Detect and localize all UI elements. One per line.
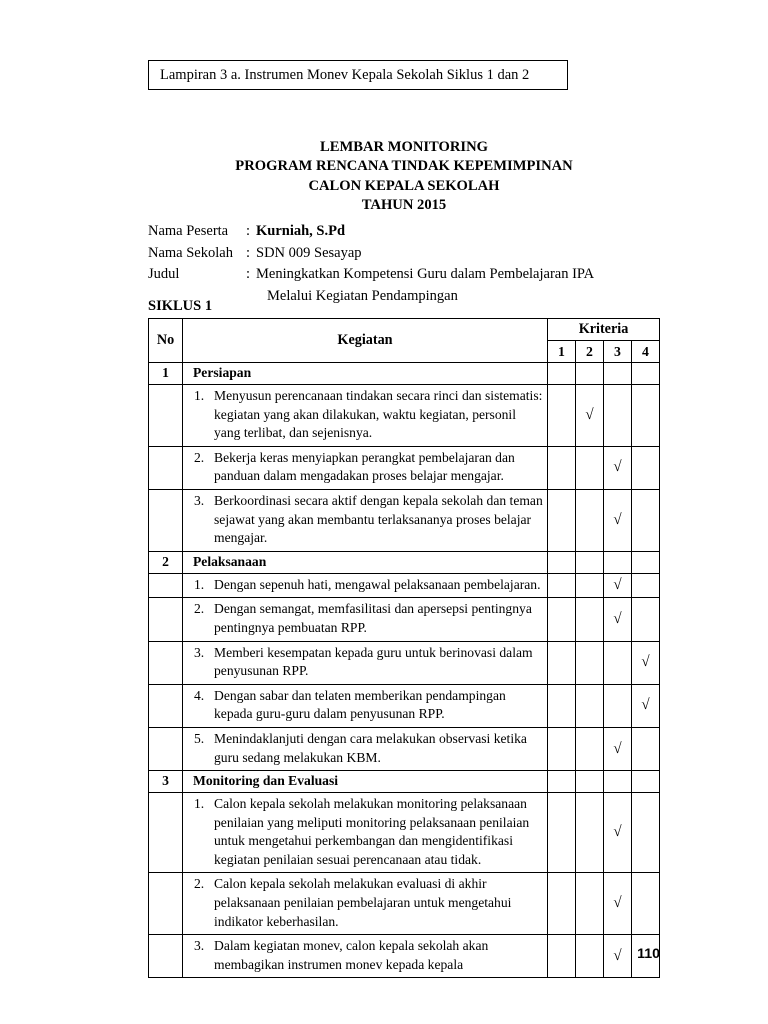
judul-value-line-2: Melalui Kegiatan Pendampingan: [267, 287, 458, 304]
field-nama-sekolah: [148, 243, 668, 265]
criteria-cell-3[interactable]: [604, 385, 632, 447]
title-line-3: CALON KEPALA SEKOLAH: [308, 177, 500, 194]
activity-text: Dengan sepenuh hati, mengawal pelaksanaan pembelajaran.: [214, 576, 541, 592]
criteria-cell-2[interactable]: [576, 771, 604, 793]
column-header-kriteria: Kriteria: [548, 319, 660, 341]
lampiran-header-text: Lampiran 3 a. Instrumen Monev Kepala Sekolah Siklus 1 dan 2: [160, 66, 530, 83]
table-section-row: [149, 551, 660, 573]
activity-text: Bekerja keras menyiapkan perangkat pembelajaran dan panduan dalam mengadakan proses belajar mengajar.: [214, 449, 515, 484]
nama-peserta-label: Nama Peserta: [148, 223, 229, 239]
table-row: [149, 446, 660, 489]
criteria-cell-3[interactable]: [604, 446, 632, 489]
activity-number: 1.: [194, 796, 205, 812]
participant-info: [148, 221, 668, 307]
criteria-cell-2[interactable]: [576, 573, 604, 598]
criteria-cell-1[interactable]: [548, 551, 576, 573]
activity-number: 3.: [194, 938, 205, 954]
field-nama-peserta: [148, 221, 668, 243]
criteria-cell-4[interactable]: [632, 684, 660, 727]
activity-number: 2.: [194, 449, 205, 465]
criteria-cell-2[interactable]: [576, 489, 604, 551]
nama-sekolah-separator: :: [246, 244, 251, 261]
activity-item: [183, 644, 543, 681]
criteria-cell-2[interactable]: [576, 684, 604, 727]
document-title: [148, 138, 660, 216]
activity-number: 3.: [194, 492, 205, 508]
criteria-cell-2[interactable]: [576, 363, 604, 385]
field-judul: [148, 264, 668, 307]
cell-no: 3: [149, 771, 183, 793]
activity-item: [183, 687, 543, 724]
cell-activity: [183, 684, 548, 727]
nama-sekolah-label: Nama Sekolah: [148, 244, 233, 261]
criteria-cell-4[interactable]: [632, 446, 660, 489]
check-mark-icon: √: [613, 947, 622, 964]
cell-section-title: Persiapan: [183, 363, 548, 385]
criteria-cell-3[interactable]: [604, 727, 632, 770]
activity-number: 2.: [194, 601, 205, 617]
criteria-cell-1[interactable]: [548, 727, 576, 770]
criteria-cell-3[interactable]: [604, 489, 632, 551]
judul-label: Judul: [148, 266, 180, 282]
table-row: [149, 641, 660, 684]
title-line-4: TAHUN 2015: [361, 197, 447, 214]
table-body: [149, 363, 660, 978]
criteria-cell-1[interactable]: [548, 641, 576, 684]
table-row: [149, 489, 660, 551]
cell-section-title: Monitoring dan Evaluasi: [183, 771, 548, 793]
activity-number: 3.: [194, 644, 205, 660]
criteria-cell-4[interactable]: [632, 489, 660, 551]
criteria-cell-4[interactable]: [632, 771, 660, 793]
cell-activity: [183, 573, 548, 598]
criteria-cell-3[interactable]: [604, 551, 632, 573]
criteria-cell-2[interactable]: [576, 385, 604, 447]
cell-no: [149, 489, 183, 551]
cell-no: [149, 727, 183, 770]
criteria-cell-3[interactable]: [604, 363, 632, 385]
activity-text: Calon kepala sekolah melakukan evaluasi di akhir pelaksanaan penilaian pembelajaran untuk mengetahui indikator keberhasilan.: [214, 876, 512, 929]
cell-no: [149, 573, 183, 598]
check-mark-icon: √: [613, 511, 622, 528]
cell-activity: [183, 873, 548, 935]
criteria-cell-3[interactable]: [604, 641, 632, 684]
criteria-cell-3[interactable]: [604, 598, 632, 641]
activity-number: 1.: [194, 388, 205, 403]
check-mark-icon: √: [613, 740, 622, 757]
column-header-k2: 2: [576, 341, 604, 363]
column-header-no: No: [149, 319, 183, 363]
activity-item: [183, 875, 543, 931]
activity-number: 2.: [194, 876, 205, 892]
table-header-row-1: [149, 319, 660, 341]
criteria-cell-1[interactable]: [548, 446, 576, 489]
title-line-2: PROGRAM RENCANA TINDAK KEPEMIMPINAN: [235, 158, 573, 175]
activity-item: [183, 730, 543, 767]
cell-no: 2: [149, 551, 183, 573]
criteria-cell-1[interactable]: [548, 363, 576, 385]
criteria-cell-2[interactable]: [576, 551, 604, 573]
criteria-cell-1[interactable]: [548, 793, 576, 873]
check-mark-icon: √: [613, 824, 622, 841]
table-row: [149, 684, 660, 727]
criteria-cell-1[interactable]: [548, 573, 576, 598]
cell-section-title: Pelaksanaan: [183, 551, 548, 573]
check-mark-icon: √: [613, 459, 622, 476]
criteria-cell-4[interactable]: [632, 793, 660, 873]
activity-text: Memberi kesempatan kepada guru untuk berinovasi dalam penyusunan RPP.: [214, 644, 533, 679]
activity-item: [183, 492, 543, 548]
cell-no: [149, 793, 183, 873]
table-row: [149, 573, 660, 598]
table-row: [149, 727, 660, 770]
criteria-cell-4[interactable]: [632, 641, 660, 684]
cell-no: [149, 873, 183, 935]
criteria-cell-1[interactable]: [548, 489, 576, 551]
activity-item: [183, 576, 543, 595]
criteria-cell-3[interactable]: [604, 793, 632, 873]
cell-activity: [183, 598, 548, 641]
nama-peserta-value: Kurniah, S.Pd: [256, 223, 346, 239]
check-mark-icon: √: [585, 406, 594, 423]
criteria-cell-2[interactable]: [576, 446, 604, 489]
table-section-row: [149, 771, 660, 793]
table-row: [149, 385, 660, 447]
monitoring-table: [148, 318, 660, 978]
column-header-kegiatan: Kegiatan: [183, 319, 548, 363]
check-mark-icon: √: [613, 895, 622, 912]
criteria-cell-1[interactable]: [548, 771, 576, 793]
activity-item: [183, 449, 543, 486]
nama-peserta-separator: :: [246, 223, 251, 239]
check-mark-icon: √: [641, 654, 650, 671]
criteria-cell-4[interactable]: [632, 385, 660, 447]
column-header-k3: 3: [604, 341, 632, 363]
criteria-cell-4[interactable]: [632, 873, 660, 935]
table-row: [149, 598, 660, 641]
cell-activity: [183, 641, 548, 684]
cell-no: [149, 641, 183, 684]
judul-value: [256, 264, 668, 307]
activity-number: 1.: [194, 576, 205, 592]
table-header: [149, 319, 660, 363]
criteria-cell-2[interactable]: [576, 727, 604, 770]
cell-no: [149, 598, 183, 641]
table-section-row: [149, 363, 660, 385]
page-number: 110: [637, 946, 660, 962]
criteria-cell-2[interactable]: [576, 598, 604, 641]
siklus-label: SIKLUS 1: [148, 298, 213, 314]
criteria-cell-3[interactable]: [604, 771, 632, 793]
criteria-cell-2[interactable]: [576, 793, 604, 873]
activity-item: [183, 387, 543, 443]
nama-sekolah-value: SDN 009 Sesayap: [256, 244, 362, 261]
criteria-cell-3[interactable]: [604, 873, 632, 935]
cell-no: [149, 446, 183, 489]
criteria-cell-4[interactable]: [632, 551, 660, 573]
title-line-1: LEMBAR MONITORING: [320, 139, 488, 155]
table-row: [149, 793, 660, 873]
cell-no: 1: [149, 363, 183, 385]
lampiran-header-box: [148, 60, 568, 90]
column-header-k1: 1: [548, 341, 576, 363]
table-row: [149, 873, 660, 935]
activity-item: [183, 795, 543, 869]
judul-value-line-1: Meningkatkan Kompetensi Guru dalam Pembelajaran IPA: [256, 266, 595, 282]
activity-item: [183, 600, 543, 637]
cell-activity: [183, 793, 548, 873]
activity-text: Calon kepala sekolah melakukan monitoring pelaksanaan penilaian yang meliputi monitoring pelaksanaan penilaian untuk mengetahui perkembangan dan mengidentifikasi kegiatan penilaian sesuai perencanaan atau tidak.: [214, 796, 530, 867]
check-mark-icon: √: [613, 577, 622, 594]
criteria-cell-4[interactable]: [632, 598, 660, 641]
criteria-cell-1[interactable]: [548, 684, 576, 727]
activity-text: Menyusun perencanaan tindakan secara rinci dan sistematis: kegiatan yang akan dilakukan, waktu kegiatan, personil yang terlibat, dan sejenisnya.: [214, 388, 543, 441]
criteria-cell-3[interactable]: [604, 573, 632, 598]
criteria-cell-3[interactable]: [604, 684, 632, 727]
activity-text: Dengan sabar dan telaten memberikan pendampingan kepada guru-guru dalam penyusunan RPP.: [214, 687, 506, 722]
criteria-cell-4[interactable]: [632, 363, 660, 385]
cell-activity: [183, 385, 548, 447]
activity-text: Dalam kegiatan monev, calon kepala sekolah akan membagikan instrumen monev kepada kepala: [214, 938, 489, 972]
criteria-cell-1[interactable]: [548, 873, 576, 935]
check-mark-icon: √: [641, 697, 650, 714]
criteria-cell-1[interactable]: [548, 385, 576, 447]
check-mark-icon: √: [613, 610, 622, 627]
cell-activity: [183, 727, 548, 770]
criteria-cell-4[interactable]: [632, 727, 660, 770]
cell-no: [149, 385, 183, 447]
criteria-cell-1[interactable]: [548, 598, 576, 641]
cell-activity: [183, 446, 548, 489]
criteria-cell-2[interactable]: [576, 873, 604, 935]
activity-text: Menindaklanjuti dengan cara melakukan observasi ketika guru sedang melakukan KBM.: [214, 730, 527, 765]
judul-separator: :: [246, 266, 251, 282]
activity-number: 5.: [194, 730, 205, 746]
cell-no: [149, 684, 183, 727]
column-header-k4: 4: [632, 341, 660, 363]
activity-text: Berkoordinasi secara aktif dengan kepala sekolah dan teman sejawat yang akan membantu terlaksananya proses belajar mengajar.: [214, 492, 543, 546]
cell-activity: [183, 489, 548, 551]
activity-text: Dengan semangat, memfasilitasi dan apersepsi pentingnya pentingnya pembuatan RPP.: [214, 601, 532, 635]
criteria-cell-2[interactable]: [576, 641, 604, 684]
criteria-cell-4[interactable]: [632, 573, 660, 598]
activity-number: 4.: [194, 687, 205, 703]
